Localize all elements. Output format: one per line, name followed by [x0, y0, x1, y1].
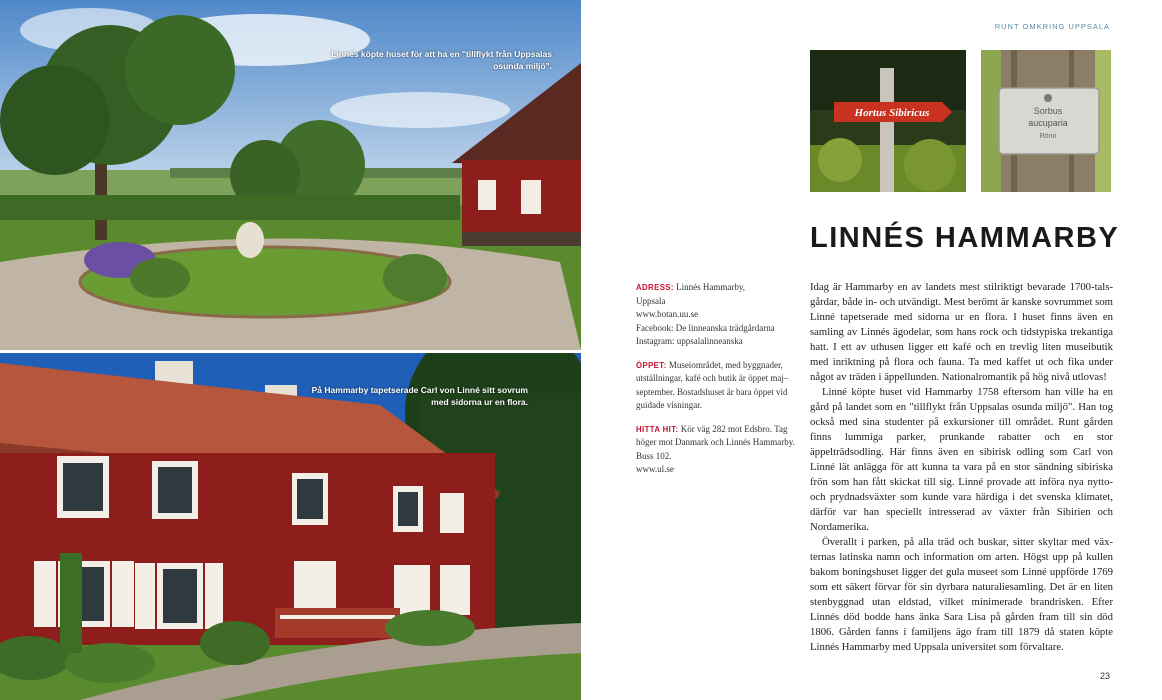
directions-web: www.ul.se: [636, 464, 674, 474]
top-photo-caption: Linnés köpte huset för att ha en "tillflykt från Uppsalas osunda miljö".: [331, 49, 552, 71]
article-paragraph-1: Idag är Hammarby en av landets mest stilriktigt bevarade 1700-talsgårdar, både in- och utvändigt. Mest berömt är kanske sovrummet som Linné tapetserade med sidorna ur en flora. I huset finns även en samling av Linnés ägodelar, som hans rock och tidstypiska trekantiga hatt. I ett av uthusen ligger ett kafé och en trevlig liten museibutik med inriktning på flora och fauna. Ta med kaffet ut och fika under något av träden i äppellunden. Nationalromantik på hög nivå utlovas!: [810, 281, 1113, 383]
directions-text: Kör väg 282 mot Edsbro. Tag höger mot Danmark och Linnés Hammarby. Buss 102.: [636, 423, 795, 461]
address-label: ADRESS:: [636, 283, 674, 292]
article-paragraph-2: Linné köpte huset vid Hammarby 1758 eftersom han ville ha en gård på landet som en "tillflykt från Uppsalas osunda miljö". Han tog också med sina studenter på exkursioner till området. Runt gården finns lummiga parker, prunkande rabatter och en stor äppelträdsodling. Här finns även en sibirisk odling som Carl von Linné lät anlägga för att kunna ta vara på en stor sändning sibiriska frön som han fått skickat till sig. Linné provade att införa nya nytto- och prydnadsväxter som kunde vara härdiga i det svenska klimatet, därför var han speciellt intresserad av växter från Sibirien och Nordamerika.: [810, 386, 1113, 533]
hortus-sibiricus-sign-photo: [810, 50, 966, 192]
open-text: Museiområdet, med byggnader, utställningar, kafé och butik är öppet maj–september. Bostadshuset är bara öppet vid guidade visningar.: [636, 359, 789, 410]
address-block: [636, 281, 796, 349]
sign-post-scene: [810, 50, 966, 192]
sorbus-sign-photo: [981, 50, 1111, 192]
address-line-2: Uppsala: [636, 295, 666, 306]
address-instagram: Instagram: uppsalalinneanska: [636, 336, 743, 346]
address-web: www.botan.uu.se: [636, 309, 699, 319]
open-label: ÖPPET:: [636, 360, 667, 370]
directions-label: HITTA HIT:: [636, 424, 679, 434]
bottom-photo-caption: På Hammarby tapetserade Carl von Linné sitt sovrum med sidorna ur en flora.: [311, 385, 528, 407]
sign-2-line-2: aucuparia: [1028, 118, 1068, 128]
opening-hours-block: [636, 359, 796, 413]
page-number: 23: [1099, 671, 1110, 681]
sign-2-line-3: Rönn: [1039, 133, 1057, 140]
info-sidebar: [636, 281, 796, 487]
address-line-1: Linnés Hammarby,: [676, 282, 746, 292]
sign-1-text: Hortus Sibiricus: [854, 107, 930, 119]
tree-trunk-scene: [981, 50, 1111, 192]
sign-2-line-1: Sorbus: [1033, 106, 1063, 116]
directions-block: [636, 423, 796, 477]
running-head: RUNT OMKRING UPPSALA: [994, 22, 1110, 31]
article-body: [810, 280, 1113, 655]
address-facebook: Facebook: De linneanska trädgårdarna: [636, 322, 775, 333]
article-title: LINNÉS HAMMARBY: [810, 222, 1120, 254]
article-paragraph-3: Överallt i parken, på alla träd och buskar, sitter skyltar med växternas latinska namn och information om arten. Högst upp på kullen bakom boningshuset ligger det gula museet som Linné uppförde 1769 som ett säkert förvar för sin dyrbara naturaliesamling. Det är en liten stenbyggnad utan eldstad, vilket minimerade brandrisken. Efter Linnés död bodde hans änka Sara Lisa på gården fram till sin död 1806. Gården fanns i familjens ägo fram till 1879 då staten köpte Linnés Hammarby med Uppsala universitet som förvaltare.: [810, 536, 1113, 653]
